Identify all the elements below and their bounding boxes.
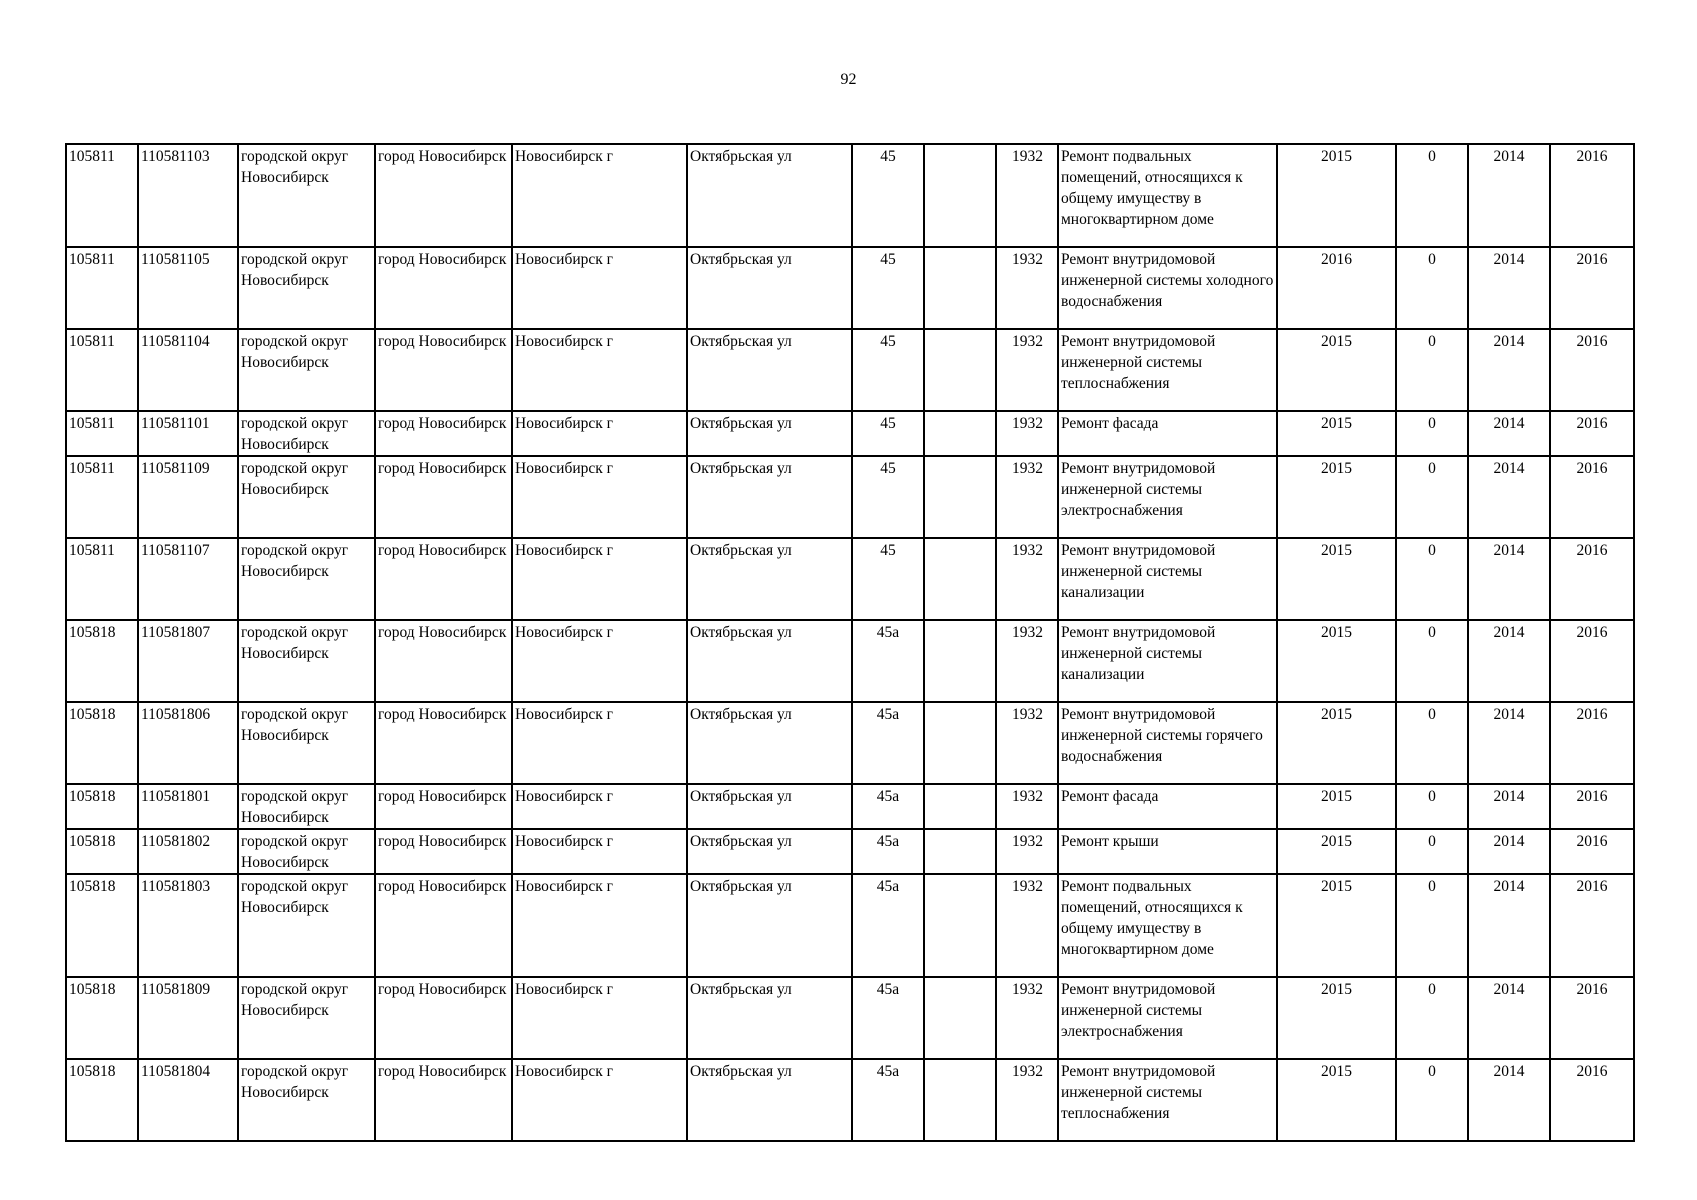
build-year-cell: 1932 [996,620,1058,702]
locality-cell: Новосибирск г [512,247,687,329]
build-year-cell: 1932 [996,247,1058,329]
table-row [66,247,1634,329]
period-end-cell: 2016 [1550,247,1634,329]
street-cell: Октябрьская ул [687,784,852,829]
planned-year-cell: 2015 [1277,784,1396,829]
municipality-cell: городской округ Новосибирск [238,329,375,411]
planned-year-cell: 2015 [1277,829,1396,874]
house-id-cell: 105818 [66,874,138,977]
build-year-cell: 1932 [996,538,1058,620]
period-start-cell: 2014 [1468,411,1550,456]
value-cell: 0 [1396,456,1468,538]
street-cell: Октябрьская ул [687,620,852,702]
house-id-cell: 105818 [66,702,138,784]
settlement-cell: город Новосибирск [375,702,512,784]
settlement-cell: город Новосибирск [375,784,512,829]
house-number-cell: 45а [852,784,924,829]
build-year-cell: 1932 [996,702,1058,784]
building-cell [924,874,996,977]
house-id-cell: 105818 [66,784,138,829]
element-id-cell: 110581101 [138,411,238,456]
street-cell: Октябрьская ул [687,144,852,247]
work-type-cell: Ремонт внутридомовой инженерной системы канализации [1058,620,1277,702]
municipality-cell: городской округ Новосибирск [238,144,375,247]
locality-cell: Новосибирск г [512,784,687,829]
build-year-cell: 1932 [996,144,1058,247]
house-number-cell: 45а [852,874,924,977]
building-cell [924,829,996,874]
house-number-cell: 45 [852,329,924,411]
street-cell: Октябрьская ул [687,874,852,977]
period-end-cell: 2016 [1550,874,1634,977]
period-end-cell: 2016 [1550,702,1634,784]
table-row [66,411,1634,456]
build-year-cell: 1932 [996,977,1058,1059]
locality-cell: Новосибирск г [512,411,687,456]
municipality-cell: городской округ Новосибирск [238,538,375,620]
work-type-cell: Ремонт фасада [1058,784,1277,829]
planned-year-cell: 2015 [1277,702,1396,784]
locality-cell: Новосибирск г [512,829,687,874]
period-end-cell: 2016 [1550,829,1634,874]
settlement-cell: город Новосибирск [375,329,512,411]
locality-cell: Новосибирск г [512,702,687,784]
planned-year-cell: 2015 [1277,144,1396,247]
work-type-cell: Ремонт внутридомовой инженерной системы горячего водоснабжения [1058,702,1277,784]
house-number-cell: 45 [852,247,924,329]
element-id-cell: 110581107 [138,538,238,620]
locality-cell: Новосибирск г [512,1059,687,1141]
building-cell [924,144,996,247]
value-cell: 0 [1396,977,1468,1059]
municipality-cell: городской округ Новосибирск [238,1059,375,1141]
street-cell: Октябрьская ул [687,702,852,784]
locality-cell: Новосибирск г [512,144,687,247]
planned-year-cell: 2015 [1277,977,1396,1059]
work-type-cell: Ремонт внутридомовой инженерной системы теплоснабжения [1058,1059,1277,1141]
table-row [66,829,1634,874]
settlement-cell: город Новосибирск [375,144,512,247]
planned-year-cell: 2015 [1277,329,1396,411]
period-start-cell: 2014 [1468,702,1550,784]
period-start-cell: 2014 [1468,456,1550,538]
build-year-cell: 1932 [996,829,1058,874]
street-cell: Октябрьская ул [687,456,852,538]
period-start-cell: 2014 [1468,620,1550,702]
house-id-cell: 105818 [66,1059,138,1141]
planned-year-cell: 2015 [1277,456,1396,538]
table-row [66,977,1634,1059]
house-id-cell: 105811 [66,538,138,620]
house-number-cell: 45а [852,620,924,702]
planned-year-cell: 2015 [1277,1059,1396,1141]
element-id-cell: 110581801 [138,784,238,829]
planned-year-cell: 2015 [1277,874,1396,977]
build-year-cell: 1932 [996,874,1058,977]
municipality-cell: городской округ Новосибирск [238,702,375,784]
value-cell: 0 [1396,329,1468,411]
build-year-cell: 1932 [996,411,1058,456]
municipality-cell: городской округ Новосибирск [238,784,375,829]
period-start-cell: 2014 [1468,784,1550,829]
period-start-cell: 2014 [1468,329,1550,411]
building-cell [924,702,996,784]
street-cell: Октябрьская ул [687,411,852,456]
planned-year-cell: 2016 [1277,247,1396,329]
street-cell: Октябрьская ул [687,1059,852,1141]
house-id-cell: 105818 [66,620,138,702]
period-end-cell: 2016 [1550,538,1634,620]
value-cell: 0 [1396,247,1468,329]
settlement-cell: город Новосибирск [375,1059,512,1141]
settlement-cell: город Новосибирск [375,874,512,977]
value-cell: 0 [1396,1059,1468,1141]
settlement-cell: город Новосибирск [375,538,512,620]
settlement-cell: город Новосибирск [375,829,512,874]
building-cell [924,1059,996,1141]
table-row [66,874,1634,977]
period-start-cell: 2014 [1468,874,1550,977]
period-end-cell: 2016 [1550,329,1634,411]
table-row [66,329,1634,411]
building-cell [924,538,996,620]
house-id-cell: 105811 [66,144,138,247]
value-cell: 0 [1396,411,1468,456]
planned-year-cell: 2015 [1277,411,1396,456]
build-year-cell: 1932 [996,784,1058,829]
planned-year-cell: 2015 [1277,538,1396,620]
house-id-cell: 105818 [66,977,138,1059]
locality-cell: Новосибирск г [512,620,687,702]
municipality-cell: городской округ Новосибирск [238,247,375,329]
locality-cell: Новосибирск г [512,538,687,620]
element-id-cell: 110581103 [138,144,238,247]
value-cell: 0 [1396,829,1468,874]
house-number-cell: 45 [852,456,924,538]
settlement-cell: город Новосибирск [375,456,512,538]
work-type-cell: Ремонт внутридомовой инженерной системы канализации [1058,538,1277,620]
building-cell [924,247,996,329]
building-cell [924,456,996,538]
street-cell: Октябрьская ул [687,247,852,329]
element-id-cell: 110581802 [138,829,238,874]
element-id-cell: 110581104 [138,329,238,411]
house-number-cell: 45а [852,977,924,1059]
element-id-cell: 110581803 [138,874,238,977]
house-number-cell: 45 [852,411,924,456]
period-start-cell: 2014 [1468,829,1550,874]
element-id-cell: 110581109 [138,456,238,538]
work-type-cell: Ремонт подвальных помещений, относящихся к общему имуществу в многоквартирном доме [1058,874,1277,977]
build-year-cell: 1932 [996,329,1058,411]
value-cell: 0 [1396,784,1468,829]
house-id-cell: 105811 [66,456,138,538]
value-cell: 0 [1396,144,1468,247]
street-cell: Октябрьская ул [687,829,852,874]
municipality-cell: городской округ Новосибирск [238,620,375,702]
element-id-cell: 110581807 [138,620,238,702]
house-id-cell: 105811 [66,329,138,411]
repair-schedule-table [65,143,1635,1142]
period-end-cell: 2016 [1550,620,1634,702]
house-id-cell: 105811 [66,247,138,329]
settlement-cell: город Новосибирск [375,411,512,456]
building-cell [924,977,996,1059]
settlement-cell: город Новосибирск [375,247,512,329]
municipality-cell: городской округ Новосибирск [238,829,375,874]
work-type-cell: Ремонт внутридомовой инженерной системы электроснабжения [1058,456,1277,538]
value-cell: 0 [1396,702,1468,784]
period-end-cell: 2016 [1550,977,1634,1059]
value-cell: 0 [1396,620,1468,702]
planned-year-cell: 2015 [1277,620,1396,702]
period-end-cell: 2016 [1550,1059,1634,1141]
street-cell: Октябрьская ул [687,538,852,620]
period-end-cell: 2016 [1550,456,1634,538]
period-end-cell: 2016 [1550,144,1634,247]
building-cell [924,411,996,456]
table-row [66,784,1634,829]
municipality-cell: городской округ Новосибирск [238,874,375,977]
building-cell [924,620,996,702]
locality-cell: Новосибирск г [512,977,687,1059]
building-cell [924,329,996,411]
table-row [66,1059,1634,1141]
municipality-cell: городской округ Новосибирск [238,411,375,456]
locality-cell: Новосибирск г [512,456,687,538]
element-id-cell: 110581105 [138,247,238,329]
work-type-cell: Ремонт внутридомовой инженерной системы холодного водоснабжения [1058,247,1277,329]
period-start-cell: 2014 [1468,247,1550,329]
period-start-cell: 2014 [1468,1059,1550,1141]
element-id-cell: 110581809 [138,977,238,1059]
locality-cell: Новосибирск г [512,329,687,411]
element-id-cell: 110581804 [138,1059,238,1141]
house-number-cell: 45а [852,1059,924,1141]
value-cell: 0 [1396,538,1468,620]
period-start-cell: 2014 [1468,538,1550,620]
value-cell: 0 [1396,874,1468,977]
build-year-cell: 1932 [996,456,1058,538]
street-cell: Октябрьская ул [687,977,852,1059]
element-id-cell: 110581806 [138,702,238,784]
work-type-cell: Ремонт внутридомовой инженерной системы теплоснабжения [1058,329,1277,411]
table-row [66,620,1634,702]
page-number: 92 [840,71,857,88]
work-type-cell: Ремонт подвальных помещений, относящихся к общему имуществу в многоквартирном доме [1058,144,1277,247]
period-end-cell: 2016 [1550,411,1634,456]
period-start-cell: 2014 [1468,977,1550,1059]
house-number-cell: 45 [852,538,924,620]
house-number-cell: 45 [852,144,924,247]
work-type-cell: Ремонт внутридомовой инженерной системы электроснабжения [1058,977,1277,1059]
table-row [66,702,1634,784]
municipality-cell: городской округ Новосибирск [238,456,375,538]
house-number-cell: 45а [852,702,924,784]
house-id-cell: 105811 [66,411,138,456]
work-type-cell: Ремонт фасада [1058,411,1277,456]
house-number-cell: 45а [852,829,924,874]
settlement-cell: город Новосибирск [375,620,512,702]
table-row [66,456,1634,538]
period-end-cell: 2016 [1550,784,1634,829]
build-year-cell: 1932 [996,1059,1058,1141]
house-id-cell: 105818 [66,829,138,874]
street-cell: Октябрьская ул [687,329,852,411]
municipality-cell: городской округ Новосибирск [238,977,375,1059]
table-row [66,538,1634,620]
building-cell [924,784,996,829]
work-type-cell: Ремонт крыши [1058,829,1277,874]
period-start-cell: 2014 [1468,144,1550,247]
settlement-cell: город Новосибирск [375,977,512,1059]
table-row [66,144,1634,247]
locality-cell: Новосибирск г [512,874,687,977]
